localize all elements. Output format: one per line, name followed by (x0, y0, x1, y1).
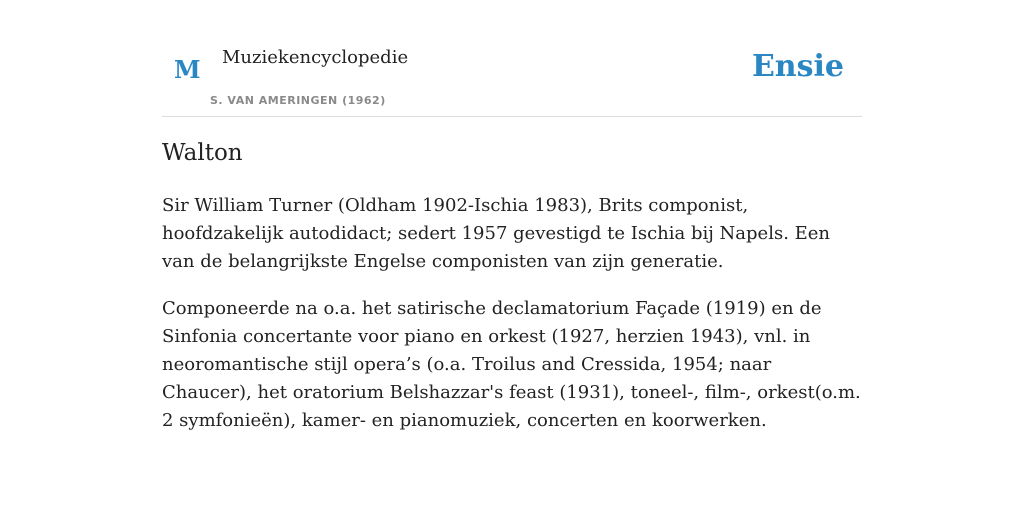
encyclopedia-author: S. VAN AMERINGEN (1962) (210, 94, 386, 107)
page-container (162, 0, 862, 431)
entry-paragraph: Componeerde na o.a. het satirische declamatorium Façade (1919) en de Sinfonia concertante voor piano en orkest (1927, herzien 1943), vnl. in neoromantische stijl opera’s (o.a. Troilus and Cressida, 1954; naar Chaucer), het oratorium Belshazzar's feast (1931), toneel-, film-, orkest(o.m. 2 symfonieën), kamer- en pianomuziek, concerten en koorwerken. (162, 298, 861, 431)
encyclopedia-logo[interactable]: M (174, 55, 201, 84)
entry-body (162, 192, 862, 454)
ensie-logo-link[interactable]: Ensie (751, 49, 844, 84)
entry-paragraph: Sir William Turner (Oldham 1902-Ischia 1983), Brits componist, hoofdzakelijk autodidact; sedert 1957 gevestigd te Ischia bij Napels. Een van de belangrijkste Engelse componisten van zijn generatie. (162, 195, 831, 272)
entry-title: Walton (162, 140, 243, 166)
encyclopedia-title[interactable]: Muziekencyclopedie (222, 47, 409, 68)
encyclopedia-header (162, 0, 862, 117)
